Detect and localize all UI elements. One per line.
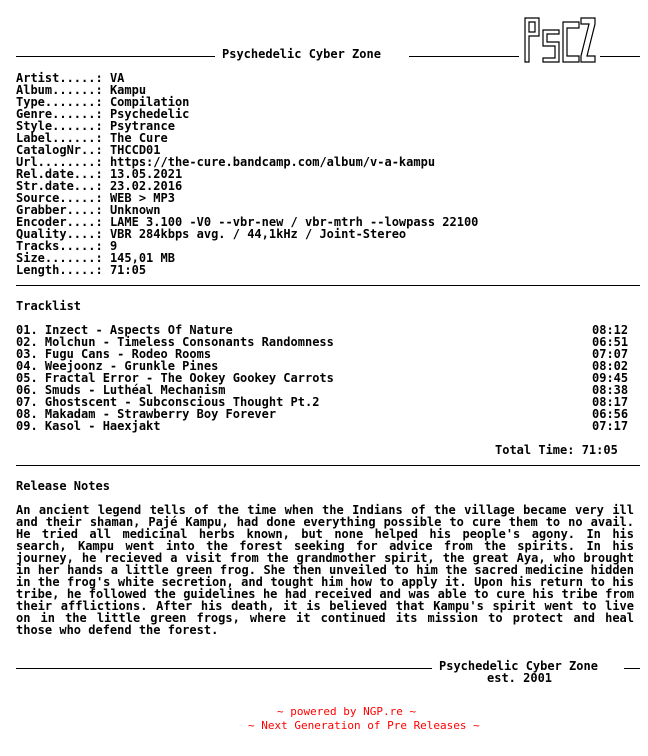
info-row-size: Size.......: 145,01 MB (16, 251, 175, 265)
track-time: 09:45 (592, 371, 629, 385)
track-name: 02. Molchun - Timeless Consonants Randomness (16, 335, 334, 349)
track-time: 06:51 (592, 335, 629, 349)
track-name: 03. Fugu Cans - Rodeo Rooms (16, 347, 212, 361)
track-name: 07. Ghostscent - Subconscious Thought Pt.2 (16, 395, 320, 409)
info-row-style: Style......: Psytrance (16, 119, 175, 133)
info-row-album: Album......: Kampu (16, 83, 147, 97)
info-row-quality: Quality....: VBR 284kbps avg. / 44,1kHz / Joint-Stereo (16, 227, 407, 241)
info-row-url: Url........: https://the-cure.bandcamp.com/album/v-a-kampu (16, 155, 436, 169)
info-row-grabber: Grabber....: Unknown (16, 203, 161, 217)
track-time: 08:17 (592, 395, 629, 409)
divider-after-tracklist (16, 465, 640, 466)
track-time: 07:07 (592, 347, 629, 361)
info-row-str-date: Str.date...: 23.02.2016 (16, 179, 183, 193)
track-name: 04. Weejoonz - Grunkle Pines (16, 359, 219, 373)
ngp-tagline: ~ Next Generation of Pre Releases ~ (248, 719, 480, 732)
footer-rule-left (16, 668, 432, 669)
divider-after-info (16, 285, 640, 286)
track-time: 08:02 (592, 359, 629, 373)
info-row-source: Source.....: WEB > MP3 (16, 191, 175, 205)
info-row-catalog: CatalogNr..: THCCD01 (16, 143, 161, 157)
track-name: 09. Kasol - Haexjakt (16, 419, 161, 433)
info-row-rel-date: Rel.date...: 13.05.2021 (16, 167, 183, 181)
header-rule-middle (409, 56, 519, 57)
total-time: Total Time: 71:05 (495, 443, 618, 457)
footer-established: est. 2001 (487, 671, 553, 685)
track-time: 06:56 (592, 407, 629, 421)
header-rule-right (600, 56, 640, 57)
pscz-logo (523, 16, 597, 64)
track-name: 01. Inzect - Aspects Of Nature (16, 323, 233, 337)
track-time: 08:12 (592, 323, 629, 337)
header-title: Psychedelic Cyber Zone (222, 47, 381, 61)
track-time: 07:17 (592, 419, 629, 433)
footer-title: Psychedelic Cyber Zone (439, 659, 598, 673)
info-row-label: Label......: The Cure (16, 131, 168, 145)
info-row-length: Length.....: 71:05 (16, 263, 147, 277)
footer-rule-right (624, 668, 640, 669)
tracklist-title: Tracklist (16, 299, 82, 313)
powered-by-link[interactable]: ~ powered by NGP.re ~ (277, 705, 417, 718)
track-name: 05. Fractal Error - The Ookey Gookey Carrots (16, 371, 334, 385)
track-name: 06. Smuds - Luthéal Mechanism (16, 383, 226, 397)
info-row-genre: Genre......: Psychedelic (16, 107, 190, 121)
header-rule-left (16, 56, 215, 57)
track-time: 08:38 (592, 383, 629, 397)
info-row-artist: Artist.....: VA (16, 71, 125, 85)
info-row-encoder: Encoder....: LAME 3.100 -V0 --vbr-new / vbr-mtrh --lowpass 22100 (16, 215, 479, 229)
info-row-type: Type.......: Compilation (16, 95, 190, 109)
release-notes-body: An ancient legend tells of the time when the Indians of the village became very ill and their shaman, Pajé Kampu, had done everything possible to cure them to no avail. He tried all medicinal herbs known, but none helped his people's agony. In his search, Kampu went into the forest seeking for advice from the spirits. In his journey, he recieved a visit from the grandmother spirit, the great Aya, who brought in her hands a little green frog. She then unveiled to him the sacred medicine hidden in the frog's white secretion, and tought him how to apply it. Upon his return to his tribe, he followed the guidelines he had received and was able to cure his tribe from their afflictions. After his death, it is believed that Kampu's spirit went to live on in the little green frogs, where it continued its mission to protect and heal those who defend the forest. (16, 503, 634, 637)
release-notes-title: Release Notes (16, 479, 110, 493)
info-row-tracks: Tracks.....: 9 (16, 239, 118, 253)
track-name: 08. Makadam - Strawberry Boy Forever (16, 407, 277, 421)
